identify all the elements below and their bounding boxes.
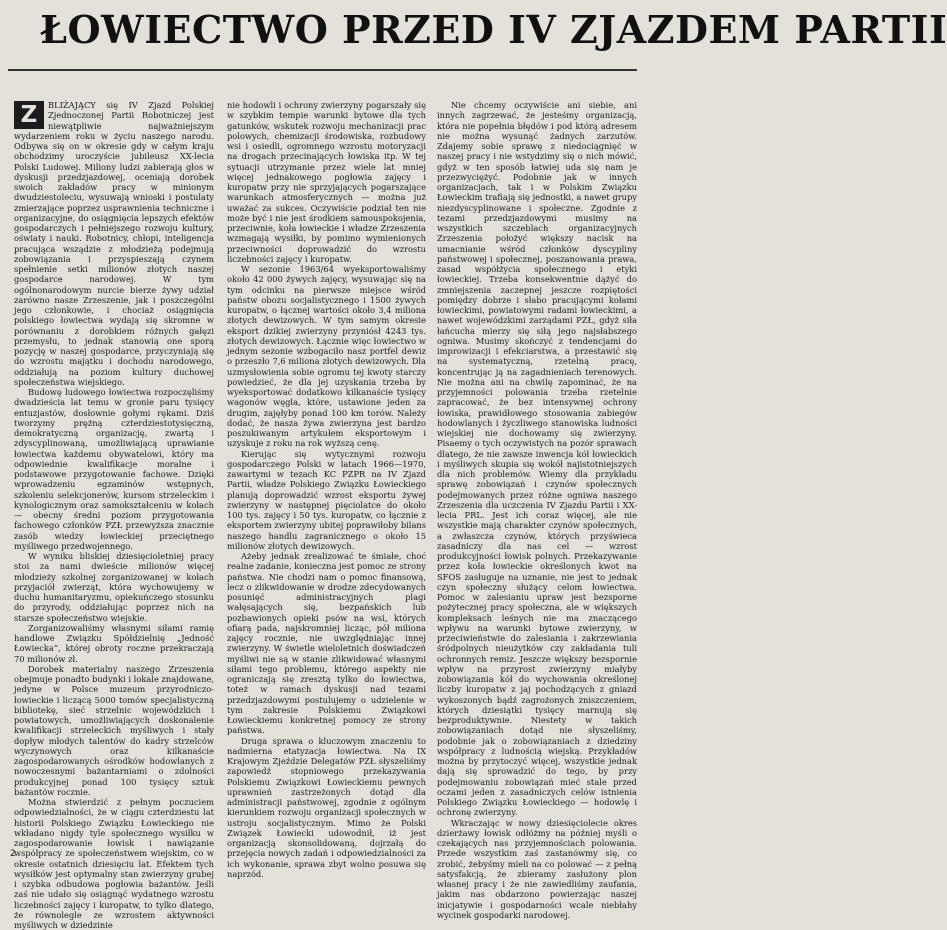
paragraph: W sezonie 1963/64 wyeksportowaliśmy około 42 000 żywych zajęcy, wysuwając się na tym odcinku na pierwsze miejsce wśród państw obozu socjalistycznego i 1500 żywych kuropatw, o łącznej wartości około 3,4 miliona złotych dewizowych. W tym samym okresie eksport dzikiej zwierzyny przyniósł 4243 tys. złotych dewizowych. Łącznie więc łowiectwo w jednym sezonie wzbogaciło nasz portfel dewiz o przeszło 7,6 miliona złotych dewizowych. Dla uzmysłowienia sobie ogromu tej kwoty starczy powiedzieć, że dla jej uzyskania trzeba by wyeksportować dodatkowo kilkanaście tysięcy wagonów węgla, które, ustawione jeden za drugim, zajęłyby ponad 100 km torów. Należy dodać, że nasza żywa zwierzyna jest bardzo poszukiwanym artykułem eksportowym i uzyskuje z roku na rok wyższą cenę. [227, 264, 426, 449]
paragraph: Budowę ludowego łowiectwa rozpoczęliśmy dwadzieścia lat temu w gronie paru tysięcy entuzjastów, dosłownie gołymi rękami. Dziś tworzymy prężną czterdziestotysięczną, demokratyczną organizację, zwartą i zdyscyplinowaną, umożliwiającą uprawianie łowiectwa każdemu obywatelowi, który ma odpowiednie kwalifikacje moralne i podstawowe przygotowanie fachowe. Dzięki wprowadzeniu egzaminów wstępnych, szkoleniu selekcjonerów, kursom strzeleckim i kynologicznym oraz samokształceniu w kołach — obecny średni poziom przygotowania fachowego członków PZŁ przewyższa znacznie zasób wiedzy łowieckiej przeciętnego myśliwego przedwojennego. [14, 387, 214, 551]
paragraph: nie hodowli i ochrony zwierzyny pogarszały się w szybkim tempie warunki bytowe dla tych gatunków, wskutek rozwoju mechanizacji prac polowych, chemizacji środowiska, rozbudowy wsi i osiedli, ogromnego wzrostu motoryzacji na drogach przecinających łowiska itp. W tej sytuacji utrzymanie przez wiele lat mniej więcej jednakowego pogłowia zajęcy i kuropatw przy nie sprzyjających pogarszające warunkach atmosferycznych — można już uważać za sukces. Oczywiście podział ten nie może być i nie jest środkiem samouspokojenia, przeciwnie, koła łowieckie i władze Zrzeszenia wzmagają wysiłki, by pomimo wymienionych przeciwności doprowadzić do wzrostu liczebności zajęcy i kuropatw. [227, 100, 426, 264]
article-column-3 [437, 100, 637, 920]
paragraph-text: BLIŻAJĄCY się IV Zjazd Polskiej Zjednoczonej Partii Robotniczej jest niewątpliwie najważniejszym wydarzeniem roku w życiu naszego narodu. Odbywa się on w okresie gdy w całym kraju obchodzimy uroczyście jubileusz XX-lecia Polski Ludowej. Miliony ludzi zabierają głos w dyskusji przedzjazdowej, oceniają dorobek swoich zakładów pracy w minionym dwudziestoleciu, wysuwają wnioski i postulaty zmierzające poprzez usprawnienia techniczne i organizacyjne, do osiągnięcia lepszych efektów gospodarczych i pełniejszego rozwoju kultury, oświaty i nauki. Robotnicy, chłopi, inteligencja pracująca wsządzie z młodzieżą podejmują zobowiązania i przyspieszają czynem spełnienie setki milionów złotych naszej gospodarce narodowej. W tym ogólnonarodowym nurcie bierze żywy udział zarówno nasze Zrzeszenie, jak i poszczególni jego członkowie, i chociaż osiągnięcia polskiego łowiectwa wydają się skromne w porównaniu z dorobkiem różnych gałęzi przemysłu, to jednak stanowią one sporą pozycję w naszej gospodarce, przyczyniają się do wzrostu majątku i dochodu narodowego, oddziałują na poziom kultury duchowej społeczeństwa wiejskiego. [14, 100, 214, 387]
article-title: ŁOWIECTWO PRZED IV ZJAZDEM PARTII [40, 7, 947, 52]
paragraph: Zorganizowaliśmy własnymi siłami ramię handlowe Związku Spółdzielnię „Jedność Łowiecka”, której obroty roczne przekraczają 70 milionów zł. [14, 622, 214, 664]
paragraph: Druga sprawa o kluczowym znaczeniu to nadmierna etatyzacja łowiectwa. Na IX Krajowym Zjeździe Delegatów PZŁ słyszeliśmy zapowiedź stopniowego przekazywania Polskiemu Związkowi Łowieckiemu pewnych uprawnień zastrzeżonych dotąd dla administracji państwowej, zgodnie z ogólnym kierunkiem rozwoju organizacji społecznych w ustroju socjalistycznym. Mimo że Polski Związek Łowiecki udowodnił, iż jest organizacją skonsolidowaną, dojrzałą do przejęcia nowych zadań i odpowiedzialności za ich wykonanie, sprawa zbyt wolno posuwa się naprzód. [227, 735, 426, 879]
paragraph: Kierując się wytycznymi rozwoju gospodarczego Polski w latach 1966—1970, zawartymi w tezach KC PZPR na IV Zjazd Partii, władze Polskiego Związku Łowieckiego planują doprowadzić wzrost eksportu żywej zwierzyny w następnej pięciolatce do około 100 tys. zajęcy i 50 tys. kuropatw, co łącznie z eksportem zwierzyny ubitej poprawiłoby bilans naszego handlu zagranicznego o około 15 milionów złotych dewizowych. [227, 448, 426, 551]
paragraph: Wkraczając w nowy dziesięciolecie okres dzierżawy łowisk odłóżmy na później myśli o czekających nas przyjemnościach polowania. Przede wszystkim zaś zastanówmy się, co zrobić, żebyśmy mieli na co polować — z pełną satysfakcją, że zbieramy zasłużony plon własnej pracy i że nie zawiedliśmy zaufania, jakim nas obdarzono powierzając naszej inicjatywie i gospodarności wcale niebłahy wycinek gospodarki narodowej. [437, 817, 637, 920]
article-column-2 [227, 100, 426, 879]
paragraph: Nie chcemy oczywiście ani siebie, ani innych zagrzewać, że jesteśmy organizacją, która nie popełnia błędów i pod którą adresem nie można wysunąć żadnych zarzutów. Zdajemy sobie sprawę z niedociągnięć w naszej pracy i nie wstydzimy się o nich mówić, gdyż w ten sposób łatwiej uda się nam je przezwyciężyć. Podobnie jak w innych organizacjach, tak i w Polskim Związku Łowieckim trafiają się jednostki, a nawet grupy niezdyscyplinowane i społeczne. Zgodnie z tezami przedzjazdowymi musimy na wszystkich szczeblach organizacyjnych Zrzeszenia położyć większy nacisk na umacnianie wśród członków dyscypliny państwowej i społecznej, poszanowania prawa, zasad współżycia społecznego i etyki łowieckiej. Trzeba konsekwentnie dążyć do zmniejszenia zaczepnej jeszcze rozpiętości pomiędzy dobrze i słabo pracującymi kołami łowieckimi, powiatowymi radami łowieckimi, a nawet wojewódzkimi zarządami PZŁ, gdyż siła łańcucha mierzy się siłą jego najsłabszego ogniwa. Musimy skończyć z tendencjami do improwizacji i efekciarstwa, a przestawić się na systematyczną, rzetelną pracę, koncentrując ją na zagadnieniach terenowych. Nie można ani na chwilę zapominać, że na przyjemności polowania trzeba rzetelnie zapracować, że bez intensywnej ochrony łowiska, prawidłowego stosowania zabiegów hodowlanych i życzliwego stanowiska ludności wiejskiej nie dochowamy się zwierzyny. Pisaemy o tych oczywistych na pozór sprawach dlatego, że nie zawsze inwencja kół łowieckich i myśliwych skupia się wokół najistotniejszych dla nich problemów. Wiemy dla przykładu sprawę zobowiązań i czynów społecznych podejmowanych przez różne ogniwa naszego Zrzeszenia dla uczczenia IV Zjazdu Partii i XX-lecia PRL. Jest ich coraz więcej, ale nie wszystkie mają charakter czynów społecznych, a zwłaszcza czynów, których przyświeca zasadniczy dla nas cel — wzrost produkcyjności łowisk polnych. Przekazywanie przez koła łowieckie określonych kwot na SFOS zasługuje na uznanie, nie jest to jednak czyn społeczny służący celom łowiectwa. Pomoc w zalesianiu upraw jest bezsporne pożytecznej pracy społeczna, ale w większych kompleksach leśnych nie ma znaczącego wpływu na warunki bytowe zwierzyny, w przeciwieństwie do zalesiania i zakrzewiania śródpolnych nieużytków czy zakładania tuli ochronnych remiz. Jeszcze większy bezspornie wpływ na przyrost zwierzyny miałyby zobowiązania kół do wychowania określonej liczby kuropatw z jaj pochodzących z gniazd wykoszonych bądź zagrożonych zniszczeniem, których dziesiątki tysięcy marnują się bezproduktywnie. Niestety w takich zobowiązaniach dotąd nie słyszeliśmy, podobnie jak o zobowiązaniach z dziedziny współpracy z ludnością wiejską. Przykładów można by przytoczyć więcej, wszystkie jednak dają się sprowadzić do tego, by przy podejmowaniu zobowiązań mieć stale przed oczami jeden z zasadniczych celów istnienia Polskiego Związku Łowieckiego — hodowlę i ochronę zwierzyny. [437, 100, 637, 818]
article-column-1 [14, 100, 214, 930]
paragraph: Ażeby jednak zrealizować te śmiałe, choć realne zadanie, konieczna jest pomoc ze strony państwa. Nie chodzi nam o pomoc finansową, lecz o zlikwidowanie w drodze zdecydowanych posunięć administracyjnych plagi wałęsających się, bezpańskich lub pozbawionych opieki psów na wsi, których ofiarą pada, najskromniej licząc, pół miliona zajęcy rocznie, nie uwzględniając innej zwierzyny. W świetle wieloletnich doświadczeń myśliwi nie są w stanie zlikwidować własnymi siłami tego problemu, którego aspekty nie ograniczają się zresztą tylko do łowiectwa, toteż w ramach dyskusji nad tezami przedzjazdowymi postulujemy o udzielenie w tym zakresie Polskiemu Związkowi Łowieckiemu konkretnej pomocy ze strony państwa. [227, 551, 426, 736]
paragraph: Można stwierdzić z pełnym poczuciem odpowiedzialności, że w ciągu czterdziestu lat historii Polskiego Związku Łowieckiego nie wkładano nigdy tyle społecznego wysiłku w zagospodarowanie łowisk i nawiązanie współpracy ze społeczeństwem wiejskim, co w okresie ostatnich dziesięciu lat. Efektem tych wysiłków jest optymalny stan zwierzyny grubej i szybka odbudowa pogłowia bażantów. Jeśli zaś nie udało się osiągnąć wydatnego wzrostu liczebności zajęcy i kuropatw, to tylko dlatego, że równolegle ze wzrostem aktywności myśliwych w dziedzinie [14, 797, 214, 930]
paragraph: Dorobek materialny naszego Zrzeszenia obejmuje ponadto budynki i lokale znajdowane, jedyne w Polsce muzeum przyrodniczo-łowieckie i liczącą 5000 tomów specjalistyczną bibliotekę, sieć strzelnic wojewódzkich i powiatowych, umożliwiających doskonalenie kwalifikacji strzeleckich myśliwych i stały dopływ młodych talentów do kadry strzelców wyczynowych oraz kilkanaście zagospodarowanych ośrodków hodowlanych z nowoczesnymi bażantarniami o zdolności produkcyjnej ponad 100 tysięcy sztuk bażantów rocznie. [14, 663, 214, 797]
page-number: 2 [10, 849, 16, 859]
title-rule [8, 69, 637, 71]
paragraph: W wyniku bliskiej dziesięcioletniej pracy stoi za nami dwieście milionów więcej młodzieży szkolnej zorganizowanej w kołach przyjaciół zwierząt, która wychowujemy w duchu humanitaryzmu, opiekuńczego stosunku do przyrody, oddziałując poprzez nich na starsze społeczeństwo wiejskie. [14, 551, 214, 623]
paragraph [14, 100, 214, 387]
drop-cap: Z [14, 101, 44, 129]
